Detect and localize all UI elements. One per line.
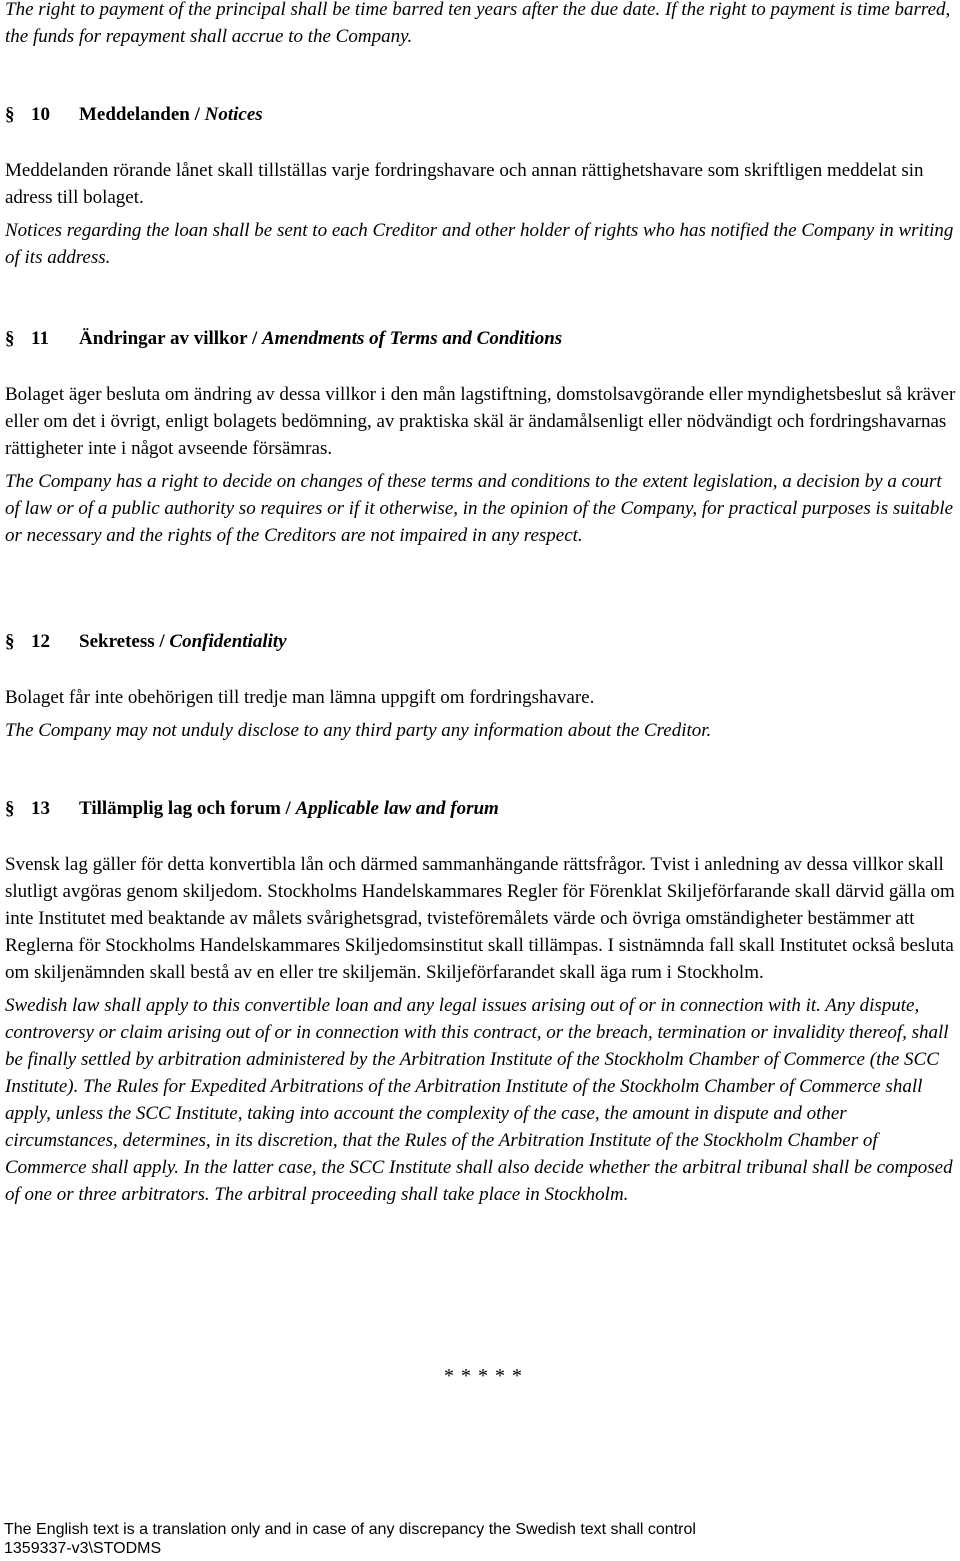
section-body-sv: Bolaget får inte obehörigen till tredje man lämna uppgift om fordringshavare. (5, 687, 595, 708)
section-title-sv: Meddelanden / (79, 104, 200, 125)
page-footer (4, 1520, 956, 1558)
section-body-sv: Meddelanden rörande lånet skall tillställas varje fordringshavare och annan rättighetshavare som skriftligen meddelat sin adress till bolaget. (5, 160, 924, 208)
section-body-en: Notices regarding the loan shall be sent to each Creditor and other holder of rights who has notified the Company in writing of its address. (5, 220, 954, 268)
section-symbol: § (5, 328, 15, 349)
section-heading (5, 101, 957, 128)
section-body-en: The Company may not unduly disclose to any third party any information about the Creditor. (5, 720, 712, 741)
section-title-sv: Tillämplig lag och forum / (79, 798, 291, 819)
section-title-en: Notices (204, 104, 263, 125)
section-number: 13 (31, 798, 50, 819)
section-heading (5, 325, 957, 352)
document-reference: 1359337-v3\STODMS (4, 1540, 162, 1557)
section-10 (5, 101, 957, 271)
section-symbol: § (5, 631, 15, 652)
section-title-sv: Sekretess / (79, 631, 165, 652)
section-13 (5, 795, 957, 1208)
section-number: 12 (31, 631, 50, 652)
section-body-en: Swedish law shall apply to this convertible loan and any legal issues arising out of or in connection with it. Any dispute, controversy or claim arising out of or in connection with this contract, or the breach, termination or invalidity thereof, shall be finally settled by arbitration administered by the Arbitration Institute of the Stockholm Chamber of Commerce (the SCC Institute). The Rules for Expedited Arbitrations of the Arbitration Institute of the Stockholm Chamber of Commerce shall apply, unless the SCC Institute, taking into account the complexity of the case, the amount in dispute and other circumstances, determines, in its discretion, that the Rules of the Arbitration Institute of the Stockholm Chamber of Commerce shall apply. In the latter case, the SCC Institute shall also decide whether the arbitral tribunal shall be composed of one or three arbitrators. The arbitral proceeding shall take place in Stockholm. (5, 995, 953, 1205)
section-title-sv: Ändringar av villkor / (79, 328, 258, 349)
section-symbol: § (5, 798, 15, 819)
translation-note: The English text is a translation only and in case of any discrepancy the Swedish text shall control (4, 1521, 696, 1538)
section-title-en: Confidentiality (169, 631, 287, 652)
intro-paragraph-en: The right to payment of the principal shall be time barred ten years after the due date. If the right to payment is time barred, the funds for repayment shall accrue to the Company. (5, 0, 951, 47)
section-11 (5, 325, 957, 549)
section-number: 11 (31, 328, 49, 349)
section-title-en: Amendments of Terms and Conditions (262, 328, 563, 349)
section-body-sv: Bolaget äger besluta om ändring av dessa villkor i den mån lagstiftning, domstolsavgörande eller myndighetsbeslut så kräver eller om det i övrigt, enligt bolagets bedömning, av praktiska skäl är ändamålsenligt eller nödvändigt och fordringshavarnas rättigheter inte i något avseende försämras. (5, 384, 956, 459)
section-number: 10 (31, 104, 50, 125)
section-12 (5, 628, 957, 744)
section-symbol: § (5, 104, 15, 125)
section-heading (5, 795, 957, 822)
section-body-sv: Svensk lag gäller för detta konvertibla lån och därmed sammanhängande rättsfrågor. Tvist i anledning av dessa villkor skall slutligt avgöras genom skiljedom. Stockholms Handelskammares Regler för Förenklat Skiljeförfarande skall därvid gälla om inte Institutet med beaktande av målets svårighetsgrad, tvisteföremålets värde och övriga omständigheter bestämmer att Reglerna för Stockholms Handelskammares Skiljedomsinstitut skall tillämpas. I sistnämnda fall skall Institutet också besluta om skiljenämnden skall bestå av en eller tre skiljemän. Skiljeförfarandet skall äga rum i Stockholm. (5, 854, 955, 983)
section-title-en: Applicable law and forum (295, 798, 499, 819)
end-marker: * * * * * (444, 1365, 523, 1387)
section-body-en: The Company has a right to decide on changes of these terms and conditions to the extent legislation, a decision by a court of law or of a public authority so requires or if it otherwise, in the opinion of the Company, for practical purposes is suitable or necessary and the rights of the Creditors are not impaired in any respect. (5, 471, 954, 546)
section-heading (5, 628, 957, 655)
